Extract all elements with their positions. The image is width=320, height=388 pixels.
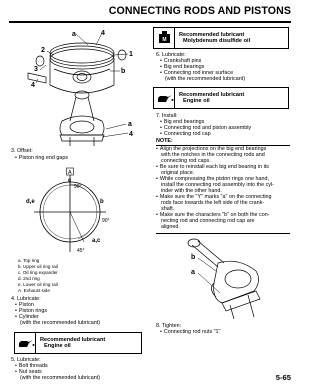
note-item-line: rods face towards the left side of the crank- bbox=[161, 200, 265, 206]
step7-title: 7. Install: bbox=[156, 113, 178, 119]
piston-illustration bbox=[50, 43, 114, 93]
legend-item: a. Top ring bbox=[18, 258, 40, 263]
fig1-label-b: b bbox=[121, 68, 126, 75]
step7-bullet: • Connecting rod cap bbox=[160, 131, 211, 138]
page-number: 5-65 bbox=[275, 373, 291, 382]
box-line2: Molybdenum disulfide oil bbox=[183, 38, 251, 44]
step5-bullet: • Nut seats bbox=[15, 369, 42, 376]
step6-title: 6. Lubricate: bbox=[156, 52, 186, 58]
note-item-line: aligned. bbox=[161, 224, 180, 230]
note-item-line: • While compressing the piston rings one hand, bbox=[156, 176, 269, 183]
step6-note: (with the recommended lubricant) bbox=[165, 76, 245, 82]
note-item-line: inder with the other hand. bbox=[161, 188, 222, 194]
step5-bullet: • Bolt threads bbox=[15, 363, 48, 370]
step7-bullet: • Big end bearings bbox=[160, 119, 204, 126]
ring-label-b: b bbox=[100, 199, 104, 205]
ring-label-A: A bbox=[68, 170, 72, 176]
page-header-title: CONNECTING RODS AND PISTONS bbox=[108, 5, 291, 17]
step5-note: (with the recommended lubricant) bbox=[20, 375, 100, 381]
ring-label-c: c bbox=[68, 178, 72, 184]
step6-bullet: • Connecting rod inner surface bbox=[160, 70, 233, 77]
legend-item: A. Exhaust side bbox=[18, 288, 50, 293]
note-end-rule bbox=[156, 233, 290, 234]
fig1-label-a-bot: a bbox=[128, 121, 132, 128]
ring-label-45: 45° bbox=[77, 248, 85, 254]
ring-label-90a: 90° bbox=[74, 184, 82, 190]
step4-note: (with the recommended lubricant) bbox=[20, 320, 100, 326]
fig3-label-b: b bbox=[191, 254, 196, 261]
box-line1: Recommended lubricant bbox=[40, 336, 106, 343]
step8-title: 8. Tighten: bbox=[156, 323, 182, 329]
connecting-rod-illustration bbox=[60, 91, 104, 146]
ring-label-de: d,e bbox=[26, 199, 35, 205]
ring-gap-diagram bbox=[22, 166, 122, 254]
step4-bullet: • Piston rings bbox=[15, 308, 47, 315]
note-item-line: original place. bbox=[161, 170, 195, 176]
piston-conrod-exploded-figure bbox=[10, 25, 145, 147]
lubricant-box-engine-oil bbox=[14, 332, 142, 354]
box-line2: Engine oil bbox=[44, 343, 71, 349]
lubricant-box-engine-oil bbox=[153, 87, 289, 109]
box-line2: Engine oil bbox=[183, 98, 210, 104]
legend-item: d. 2nd ring bbox=[18, 276, 40, 281]
legend-item: b. Upper oil ring rail bbox=[18, 264, 58, 269]
step4-title: 4. Lubricate: bbox=[11, 296, 41, 302]
oil-can-icon bbox=[154, 88, 175, 108]
oil-can-icon bbox=[15, 333, 36, 353]
legend-item: e. Lower oil ring rail bbox=[18, 282, 58, 287]
header-rule bbox=[9, 21, 291, 23]
lubricant-box-molybdenum bbox=[153, 27, 289, 49]
box-line1: Recommended lubricant bbox=[179, 91, 245, 98]
note-label: NOTE: bbox=[156, 138, 173, 144]
note-item-line: connecting rod caps. bbox=[161, 158, 211, 164]
box-line1: Recommended lubricant bbox=[179, 31, 245, 38]
legend-item: c. Oil ring expander bbox=[18, 270, 58, 275]
note-item-line: necting rod and connecting rod cap are bbox=[161, 218, 255, 224]
note-item-line: • Align the projections on the big end bearings bbox=[156, 146, 266, 153]
step3-bullet: • Piston ring end gaps bbox=[15, 155, 68, 162]
step5-title: 5. Lubricate: bbox=[11, 357, 41, 363]
fig1-label-a-top: a bbox=[72, 31, 76, 38]
step7-bullet: • Connecting rod and piston assembly bbox=[160, 125, 251, 132]
fig1-label-4-top: 4 bbox=[101, 30, 105, 37]
note-item-line: • Be sure to reinstall each big end bearing in its bbox=[156, 164, 269, 171]
note-item-line: shaft. bbox=[161, 206, 175, 212]
fig1-label-2: 2 bbox=[41, 47, 45, 54]
step6-bullet: • Big end bearings bbox=[160, 64, 204, 71]
fig1-label-1: 1 bbox=[129, 51, 133, 58]
note-item-line: install the connecting rod assembly into the cyl- bbox=[161, 182, 274, 188]
note-item-line: with the notches in the connecting rods and bbox=[161, 152, 265, 158]
svg-text:M: M bbox=[162, 37, 167, 43]
step6-bullet: • Crankshaft pins bbox=[160, 58, 201, 65]
ring-label-ac: a,c bbox=[92, 238, 101, 244]
moly-grease-icon bbox=[154, 28, 175, 48]
fig3-label-a: a bbox=[191, 269, 195, 276]
fig1-label-4-bot: 4 bbox=[129, 131, 133, 138]
step4-bullet: • Cylinder bbox=[15, 314, 39, 321]
conrod-orientation-figure bbox=[178, 237, 278, 319]
step4-bullet: • Piston bbox=[15, 302, 34, 309]
step3-title: 3. Offset: bbox=[11, 148, 33, 154]
ring-label-90b: 90° bbox=[102, 218, 110, 224]
step8-bullet: • Connecting rod nuts "1" bbox=[160, 329, 220, 336]
fig1-label-3: 3 bbox=[34, 66, 38, 73]
note-item-line: • Make sure the "Y" marks "a" on the connecting bbox=[156, 194, 272, 201]
note-item-line: • Make sure the characters "b" on both the con- bbox=[156, 212, 270, 219]
fig1-label-4-mid: 4 bbox=[31, 82, 35, 89]
